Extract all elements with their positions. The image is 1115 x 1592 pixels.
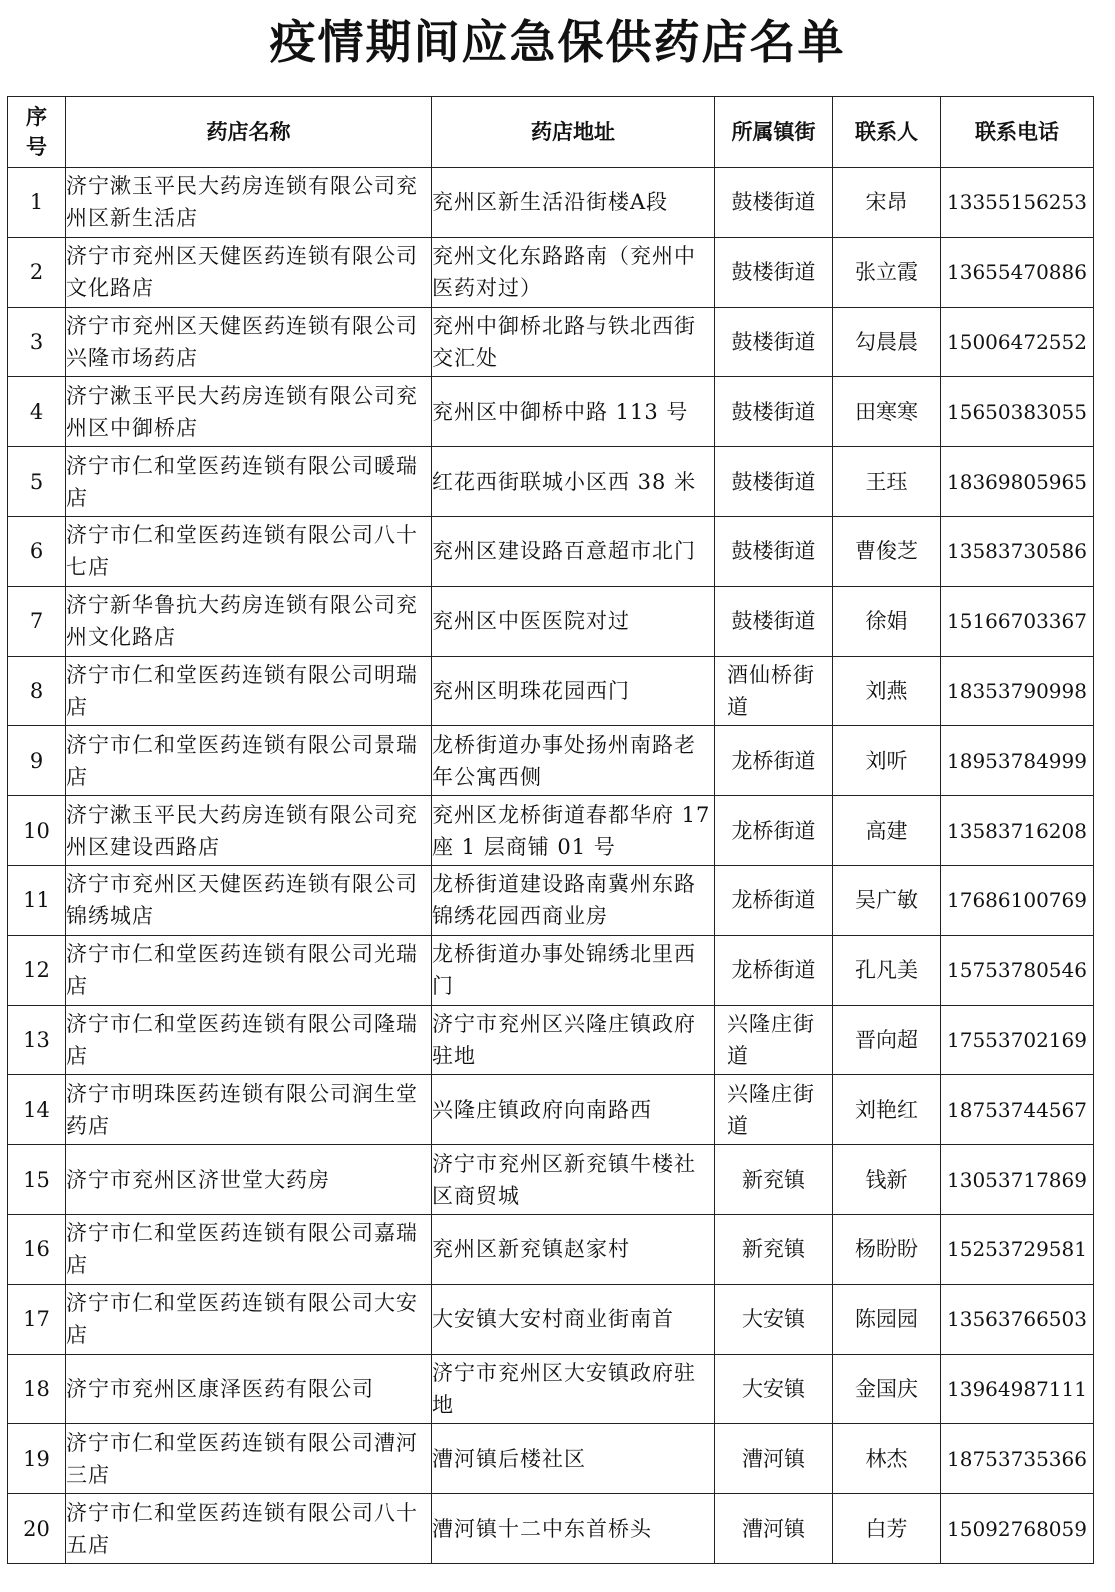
table-row: [8, 1284, 1094, 1354]
cell-contact-person: 晋向超: [833, 1005, 941, 1075]
cell-address: 红花西街联城小区西 38 米: [432, 447, 715, 517]
cell-index: 18: [8, 1354, 66, 1424]
cell-phone: 18753744567: [941, 1075, 1094, 1145]
cell-pharmacy-name: 济宁市仁和堂医药连锁有限公司暖瑞店: [66, 447, 432, 517]
cell-phone: 18953784999: [941, 726, 1094, 796]
cell-address: 漕河镇十二中东首桥头: [432, 1494, 715, 1564]
table-row: [8, 1494, 1094, 1564]
cell-town: 兴隆庄街道: [715, 1005, 833, 1075]
cell-phone: 15753780546: [941, 935, 1094, 1005]
table-row: [8, 1075, 1094, 1145]
cell-town: 龙桥街道: [715, 865, 833, 935]
cell-index: 12: [8, 935, 66, 1005]
table-header-row: [8, 97, 1094, 168]
table-row: [8, 1424, 1094, 1494]
cell-pharmacy-name: 济宁市仁和堂医药连锁有限公司漕河三店: [66, 1424, 432, 1494]
cell-pharmacy-name: 济宁市仁和堂医药连锁有限公司嘉瑞店: [66, 1214, 432, 1284]
cell-index: 8: [8, 656, 66, 726]
cell-contact-person: 田寒寒: [833, 377, 941, 447]
cell-phone: 15166703367: [941, 586, 1094, 656]
cell-contact-person: 张立霞: [833, 237, 941, 307]
cell-pharmacy-name: 济宁市仁和堂医药连锁有限公司景瑞店: [66, 726, 432, 796]
table-row: [8, 656, 1094, 726]
cell-address: 龙桥街道办事处扬州南路老年公寓西侧: [432, 726, 715, 796]
cell-address: 兖州区明珠花园西门: [432, 656, 715, 726]
cell-town: 鼓楼街道: [715, 307, 833, 377]
cell-address: 兖州区中医医院对过: [432, 586, 715, 656]
cell-address: 大安镇大安村商业街南首: [432, 1284, 715, 1354]
cell-index: 10: [8, 796, 66, 866]
cell-town: 漕河镇: [715, 1424, 833, 1494]
cell-town: 鼓楼街道: [715, 586, 833, 656]
table-row: [8, 447, 1094, 517]
cell-index: 6: [8, 516, 66, 586]
table-row: [8, 307, 1094, 377]
cell-address: 龙桥街道办事处锦绣北里西门: [432, 935, 715, 1005]
page-title: 疫情期间应急保供药店名单: [269, 15, 846, 69]
cell-phone: 15092768059: [941, 1494, 1094, 1564]
cell-address: 济宁市兖州区新兖镇牛楼社区商贸城: [432, 1145, 715, 1215]
cell-address: 龙桥街道建设路南冀州东路锦绣花园西商业房: [432, 865, 715, 935]
cell-town: 龙桥街道: [715, 726, 833, 796]
table-row: [8, 726, 1094, 796]
cell-pharmacy-name: 济宁市明珠医药连锁有限公司润生堂药店: [66, 1075, 432, 1145]
table-row: [8, 1145, 1094, 1215]
cell-pharmacy-name: 济宁市仁和堂医药连锁有限公司八十五店: [66, 1494, 432, 1564]
cell-town: 酒仙桥街道: [715, 656, 833, 726]
cell-index: 15: [8, 1145, 66, 1215]
cell-index: 19: [8, 1424, 66, 1494]
cell-index: 14: [8, 1075, 66, 1145]
header-phone: 联系电话: [941, 97, 1094, 168]
cell-address: 兴隆庄镇政府向南路西: [432, 1075, 715, 1145]
cell-contact-person: 曹俊芝: [833, 516, 941, 586]
cell-contact-person: 吴广敏: [833, 865, 941, 935]
cell-pharmacy-name: 济宁漱玉平民大药房连锁有限公司兖州区中御桥店: [66, 377, 432, 447]
cell-index: 7: [8, 586, 66, 656]
cell-index: 11: [8, 865, 66, 935]
cell-contact-person: 林杰: [833, 1424, 941, 1494]
cell-address: 兖州区新生活沿街楼A段: [432, 168, 715, 238]
table-row: [8, 1214, 1094, 1284]
cell-phone: 13655470886: [941, 237, 1094, 307]
cell-pharmacy-name: 济宁漱玉平民大药房连锁有限公司兖州区建设西路店: [66, 796, 432, 866]
table-row: [8, 935, 1094, 1005]
table-row: [8, 1005, 1094, 1075]
cell-phone: 13583716208: [941, 796, 1094, 866]
cell-index: 16: [8, 1214, 66, 1284]
cell-town: 新兖镇: [715, 1214, 833, 1284]
cell-phone: 18753735366: [941, 1424, 1094, 1494]
cell-address: 兖州文化东路路南（兖州中医药对过）: [432, 237, 715, 307]
cell-address: 济宁市兖州区兴隆庄镇政府驻地: [432, 1005, 715, 1075]
cell-town: 大安镇: [715, 1284, 833, 1354]
cell-town: 鼓楼街道: [715, 377, 833, 447]
cell-town: 鼓楼街道: [715, 237, 833, 307]
cell-index: 9: [8, 726, 66, 796]
cell-contact-person: 勾晨晨: [833, 307, 941, 377]
cell-pharmacy-name: 济宁市兖州区天健医药连锁有限公司锦绣城店: [66, 865, 432, 935]
cell-phone: 13964987111: [941, 1354, 1094, 1424]
cell-address: 漕河镇后楼社区: [432, 1424, 715, 1494]
cell-contact-person: 杨盼盼: [833, 1214, 941, 1284]
cell-phone: 18353790998: [941, 656, 1094, 726]
cell-phone: 13053717869: [941, 1145, 1094, 1215]
cell-address: 兖州区龙桥街道春都华府 17 座 1 层商铺 01 号: [432, 796, 715, 866]
cell-contact-person: 陈园园: [833, 1284, 941, 1354]
cell-pharmacy-name: 济宁市兖州区济世堂大药房: [66, 1145, 432, 1215]
cell-town: 新兖镇: [715, 1145, 833, 1215]
cell-address: 兖州区建设路百意超市北门: [432, 516, 715, 586]
header-person: 联系人: [833, 97, 941, 168]
cell-town: 兴隆庄街道: [715, 1075, 833, 1145]
header-town: 所属镇街: [715, 97, 833, 168]
cell-contact-person: 金国庆: [833, 1354, 941, 1424]
cell-index: 20: [8, 1494, 66, 1564]
cell-phone: 13355156253: [941, 168, 1094, 238]
cell-pharmacy-name: 济宁市兖州区天健医药连锁有限公司兴隆市场药店: [66, 307, 432, 377]
cell-contact-person: 高建: [833, 796, 941, 866]
table-row: [8, 516, 1094, 586]
cell-pharmacy-name: 济宁市仁和堂医药连锁有限公司光瑞店: [66, 935, 432, 1005]
cell-index: 13: [8, 1005, 66, 1075]
cell-contact-person: 王珏: [833, 447, 941, 517]
cell-pharmacy-name: 济宁市兖州区天健医药连锁有限公司文化路店: [66, 237, 432, 307]
cell-contact-person: 刘燕: [833, 656, 941, 726]
cell-contact-person: 徐娟: [833, 586, 941, 656]
table-row: [8, 865, 1094, 935]
cell-town: 龙桥街道: [715, 935, 833, 1005]
cell-phone: 15006472552: [941, 307, 1094, 377]
cell-town: 鼓楼街道: [715, 168, 833, 238]
cell-phone: 13583730586: [941, 516, 1094, 586]
table-row: [8, 796, 1094, 866]
cell-address: 济宁市兖州区大安镇政府驻地: [432, 1354, 715, 1424]
cell-contact-person: 刘艳红: [833, 1075, 941, 1145]
header-index: 序号: [8, 97, 66, 168]
cell-pharmacy-name: 济宁市仁和堂医药连锁有限公司大安店: [66, 1284, 432, 1354]
cell-contact-person: 宋昂: [833, 168, 941, 238]
cell-pharmacy-name: 济宁漱玉平民大药房连锁有限公司兖州区新生活店: [66, 168, 432, 238]
cell-pharmacy-name: 济宁市仁和堂医药连锁有限公司明瑞店: [66, 656, 432, 726]
header-address: 药店地址: [432, 97, 715, 168]
cell-phone: 17553702169: [941, 1005, 1094, 1075]
cell-town: 鼓楼街道: [715, 447, 833, 517]
cell-address: 兖州区新兖镇赵家村: [432, 1214, 715, 1284]
cell-index: 17: [8, 1284, 66, 1354]
table-row: [8, 1354, 1094, 1424]
cell-pharmacy-name: 济宁市仁和堂医药连锁有限公司八十七店: [66, 516, 432, 586]
table-row: [8, 377, 1094, 447]
cell-phone: 15650383055: [941, 377, 1094, 447]
cell-index: 4: [8, 377, 66, 447]
cell-index: 2: [8, 237, 66, 307]
cell-contact-person: 钱新: [833, 1145, 941, 1215]
cell-contact-person: 白芳: [833, 1494, 941, 1564]
cell-contact-person: 孔凡美: [833, 935, 941, 1005]
cell-phone: 15253729581: [941, 1214, 1094, 1284]
header-name: 药店名称: [66, 97, 432, 168]
cell-address: 兖州中御桥北路与铁北西街交汇处: [432, 307, 715, 377]
cell-index: 3: [8, 307, 66, 377]
cell-index: 1: [8, 168, 66, 238]
cell-phone: 18369805965: [941, 447, 1094, 517]
cell-town: 漕河镇: [715, 1494, 833, 1564]
pharmacy-table: [7, 96, 1094, 1564]
cell-index: 5: [8, 447, 66, 517]
cell-phone: 13563766503: [941, 1284, 1094, 1354]
table-row: [8, 586, 1094, 656]
cell-contact-person: 刘听: [833, 726, 941, 796]
cell-address: 兖州区中御桥中路 113 号: [432, 377, 715, 447]
cell-town: 大安镇: [715, 1354, 833, 1424]
cell-pharmacy-name: 济宁新华鲁抗大药房连锁有限公司兖州文化路店: [66, 586, 432, 656]
cell-town: 龙桥街道: [715, 796, 833, 866]
cell-pharmacy-name: 济宁市兖州区康泽医药有限公司: [66, 1354, 432, 1424]
cell-phone: 17686100769: [941, 865, 1094, 935]
cell-town: 鼓楼街道: [715, 516, 833, 586]
table-row: [8, 168, 1094, 238]
cell-pharmacy-name: 济宁市仁和堂医药连锁有限公司隆瑞店: [66, 1005, 432, 1075]
table-row: [8, 237, 1094, 307]
